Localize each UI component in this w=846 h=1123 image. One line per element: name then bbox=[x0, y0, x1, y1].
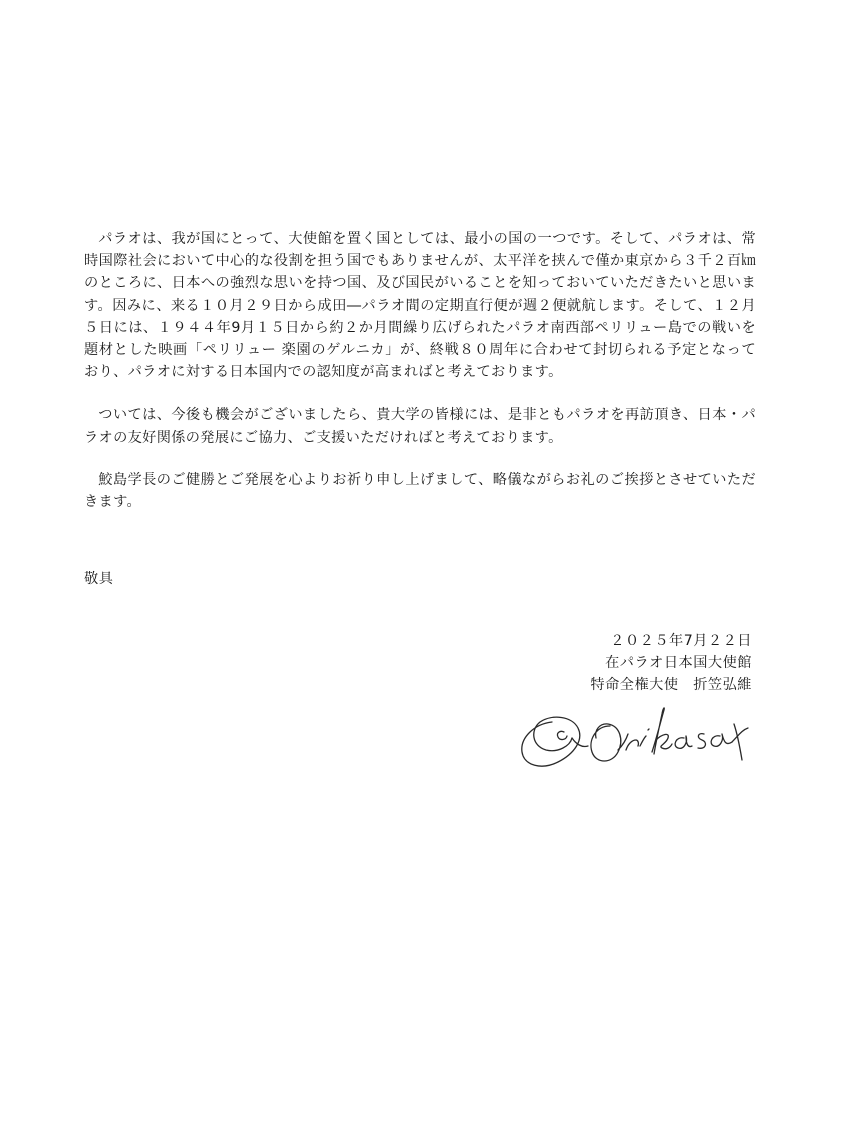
letter-date: ２０２５年7月２２日 bbox=[610, 633, 752, 649]
paragraph-closing-wishes: 鮫島学長のご健勝とご発展を心よりお祈り申し上げまして、略儀ながらお礼のご挨拶とさせていただきます。 bbox=[84, 471, 756, 511]
handwritten-signature bbox=[512, 700, 757, 775]
closing-phrase: 敬具 bbox=[84, 571, 114, 587]
paragraph-palau-introduction: パラオは、我が国にとって、大使館を置く国としては、最小の国の一つです。そして、パラオは、常時国際社会において中心的な役割を担う国でもありませんが、太平洋を挟んで僅か東京から３千２百㎞のところに、日本への強烈な思いを持つ国、及び国民がいることを知っておいていただきたいと思います。因みに、来る１０月２９日から成田―パラオ間の定期直行便が週２便就航します。そして、１２月５日には、１９４４年9月１５日から約２か月間繰り広げられたパラオ南西部ペリリュー島での戦いを題材とした映画「ペリリュー 楽園のゲルニカ」が、終戦８０周年に合わせて封切られる予定となっており、パラオに対する日本国内での認知度が高まればと考えております。 bbox=[84, 231, 756, 381]
sender-organization: 在パラオ日本国大使館 bbox=[605, 655, 752, 672]
sender-block bbox=[590, 630, 752, 697]
sender-name: 特命全権大使 折笠弘維 bbox=[590, 677, 752, 694]
letter-body bbox=[84, 228, 756, 533]
paragraph-request-revisit: ついては、今後も機会がございましたら、貴大学の皆様には、是非ともパラオを再訪頂き、日本・パラオの友好関係の発展にご協力、ご支援いただければと考えております。 bbox=[84, 407, 756, 446]
